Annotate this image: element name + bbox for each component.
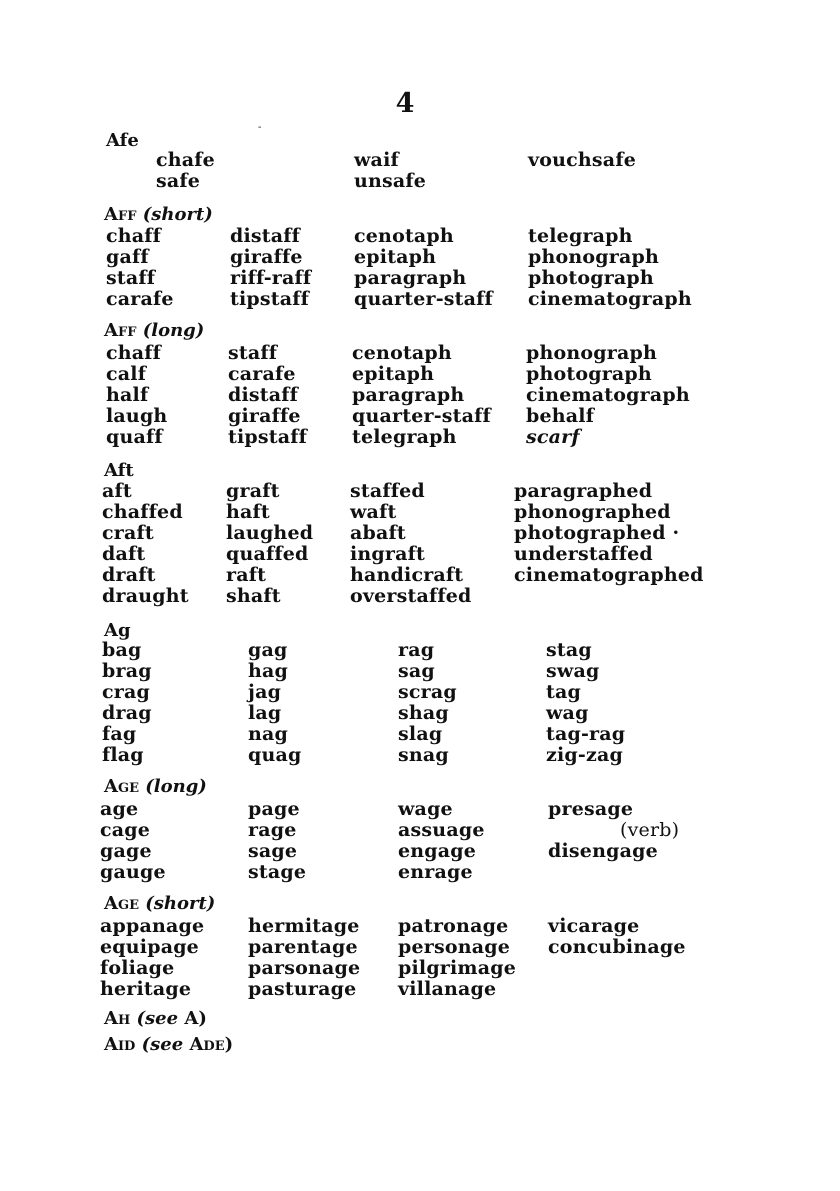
word-entry: (verb) [620,819,680,841]
section-heading [104,1008,207,1030]
headword: Age [104,776,139,797]
cross-reference: A) [184,1008,207,1029]
section-heading: Aft [104,460,134,481]
word-entry: chaffed [102,501,183,523]
headword: Ah [104,1008,131,1029]
headword: Aff [104,320,137,341]
word-entry: enrage [398,861,473,883]
word-entry: draught [102,585,189,607]
word-entry: unsafe [354,170,427,192]
word-entry: staffed [350,480,425,502]
word-entry: cenotaph [354,225,454,247]
word-entry: cinematograph [526,384,690,406]
word-entry: bag [102,639,142,661]
word-entry: crag [102,681,150,703]
section-heading [104,320,204,342]
word-entry: jag [248,681,282,703]
word-entry: zig-zag [546,744,623,766]
word-entry: page [248,798,300,820]
word-entry: cinematographed [514,564,704,586]
word-entry: stage [248,861,307,883]
word-entry: graft [226,480,280,502]
word-entry: giraffe [228,405,301,427]
word-entry: gage [100,840,152,862]
word-entry: scarf [526,426,580,448]
word-entry: haft [226,501,270,523]
word-entry: abaft [350,522,406,544]
word-entry: shaft [226,585,281,607]
word-entry: tag [546,681,581,703]
word-entry: ingraft [350,543,425,565]
word-entry: phonographed [514,501,671,523]
word-entry: raft [226,564,267,586]
section-heading: Afe [106,130,139,151]
word-entry: shag [398,702,449,724]
word-entry: sage [248,840,298,862]
word-entry: giraffe [230,246,303,268]
word-entry: rag [398,639,435,661]
word-entry: assuage [398,819,485,841]
word-entry: equipage [100,936,199,958]
word-entry: fag [102,723,137,745]
word-entry: villanage [398,978,497,1000]
word-entry: quarter-staff [354,288,493,310]
word-entry: waft [350,501,397,523]
word-entry: photograph [526,363,652,385]
word-entry: brag [102,660,152,682]
word-entry: photographed · [514,522,680,544]
word-entry: stag [546,639,592,661]
word-entry: concubinage [548,936,686,958]
headword: Age [104,893,139,914]
word-entry: tag-rag [546,723,626,745]
section-heading [104,1034,233,1056]
word-entry: paragraph [352,384,465,406]
word-entry: patronage [398,915,509,937]
word-entry: tipstaff [230,288,310,310]
word-entry: vicarage [548,915,640,937]
word-entry: epitaph [352,363,435,385]
word-entry: flag [102,744,144,766]
word-entry: waif [354,149,399,171]
word-entry: distaff [228,384,299,406]
word-entry: heritage [100,978,192,1000]
word-entry: safe [156,170,201,192]
word-entry: daft [102,543,146,565]
section-heading: Ag [104,620,131,641]
word-entry: calf [106,363,147,385]
word-entry: parentage [248,936,358,958]
word-entry: behalf [526,405,595,427]
cross-reference: Ade) [189,1034,234,1055]
word-entry: chaff [106,342,162,364]
word-entry: gauge [100,861,166,883]
word-entry: chaff [106,225,162,247]
section-heading [104,776,207,798]
word-entry: disengage [548,840,658,862]
word-entry: cenotaph [352,342,452,364]
qualifier: (short) [142,204,213,225]
word-entry: wage [398,798,453,820]
word-entry: telegraph [528,225,633,247]
word-entry: distaff [230,225,301,247]
section-heading [104,893,215,915]
word-entry: nag [248,723,289,745]
word-entry: personage [398,936,511,958]
word-entry: photograph [528,267,654,289]
word-entry: parsonage [248,957,361,979]
word-entry: draft [102,564,156,586]
word-entry: tipstaff [228,426,308,448]
word-entry: laugh [106,405,168,427]
word-entry: hermitage [248,915,360,937]
word-entry: quarter-staff [352,405,491,427]
word-entry: sag [398,660,435,682]
word-entry: scrag [398,681,457,703]
qualifier: (short) [145,893,216,914]
word-entry: lag [248,702,282,724]
word-entry: gag [248,639,288,661]
stray-mark: - [258,122,262,133]
word-entry: phonograph [526,342,657,364]
word-entry: paragraph [354,267,467,289]
word-entry: appanage [100,915,205,937]
word-entry: telegraph [352,426,457,448]
qualifier: (long) [145,776,207,797]
word-entry: handicraft [350,564,464,586]
word-entry: aft [102,480,132,502]
word-entry: hag [248,660,289,682]
qualifier: (long) [142,320,205,341]
qualifier: (see [136,1008,179,1029]
qualifier: (see [141,1034,184,1055]
word-entry: epitaph [354,246,437,268]
word-entry: gaff [106,246,149,268]
word-entry: quag [248,744,302,766]
word-entry: cage [100,819,151,841]
word-entry: staff [228,342,278,364]
section-heading [104,204,213,226]
word-entry: quaffed [226,543,309,565]
word-entry: rage [248,819,297,841]
word-entry: engage [398,840,477,862]
word-entry: staff [106,267,156,289]
word-entry: slag [398,723,443,745]
word-entry: riff-raff [230,267,312,289]
word-entry: snag [398,744,449,766]
word-entry: phonograph [528,246,659,268]
word-entry: paragraphed [514,480,653,502]
word-entry: quaff [106,426,163,448]
word-entry: age [100,798,139,820]
word-entry: pilgrimage [398,957,517,979]
headword: Aff [104,204,137,225]
word-entry: swag [546,660,600,682]
word-entry: presage [548,798,634,820]
headword: Aid [104,1034,136,1055]
word-entry: understaffed [514,543,653,565]
word-entry: vouchsafe [528,149,636,171]
word-entry: craft [102,522,154,544]
word-entry: wag [546,702,589,724]
word-entry: carafe [106,288,174,310]
word-entry: overstaffed [350,585,472,607]
word-entry: drag [102,702,152,724]
word-entry: foliage [100,957,175,979]
word-entry: carafe [228,363,296,385]
word-entry: chafe [156,149,215,171]
word-entry: laughed [226,522,314,544]
word-entry: cinematograph [528,288,692,310]
page-number: 4 [395,88,415,119]
word-entry: half [106,384,149,406]
word-entry: pasturage [248,978,357,1000]
